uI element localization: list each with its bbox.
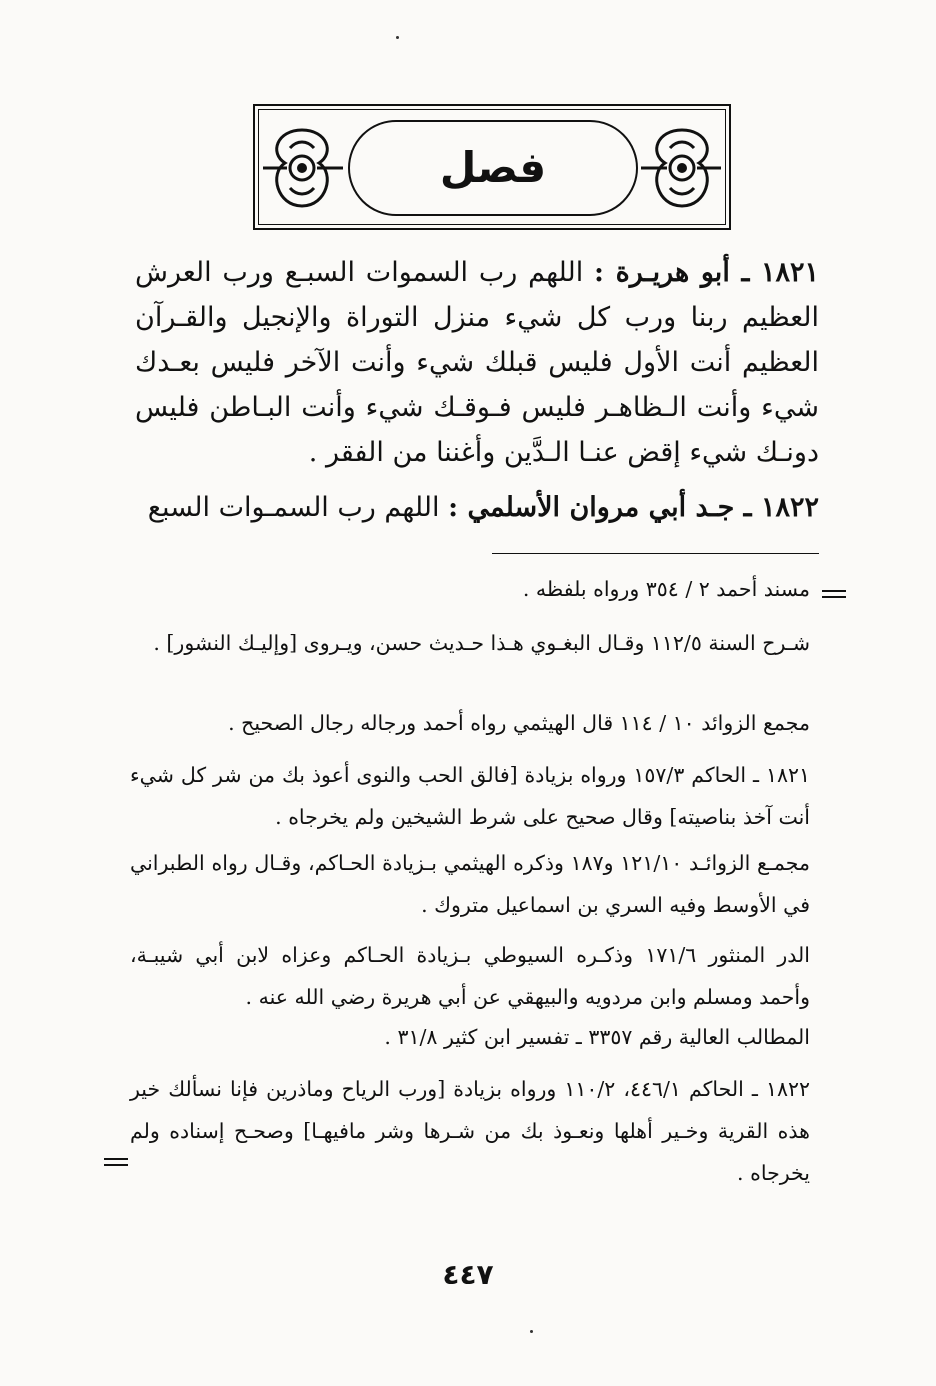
title-oval <box>348 120 638 216</box>
hadith-paragraph <box>135 250 819 475</box>
double-dash-mark <box>104 1158 128 1166</box>
arabesque-ornament-icon <box>637 118 727 218</box>
page-number: ٤٤٧ <box>442 1258 494 1291</box>
hadith-text: اللهم رب السموات السبـع ورب العرش العظيم ربنا ورب كل شيء منزل التوراة والإنجيل والقـرآن العظيم أنت الأول فليس قبلك شيء وأنت الآخر فليس بعـدك شيء وأنت الـظاهـر فليس فـوقـك شيء وأنت البـاطن فليس دونـك شيء إقض عنـا الـدَّين وأغننا من الفقر . <box>135 257 819 468</box>
section-title: فصل <box>439 143 547 192</box>
double-dash-mark <box>822 590 846 598</box>
footnote: مجمـع الزوائـد ١٢١/١٠ و١٨٧ وذكره الهيثمي بـزيادة الحـاكم، وقـال رواه الطبراني في الأوسط وفيه السري بن اسماعيل متروك . <box>130 851 810 917</box>
scan-speck <box>530 1330 533 1333</box>
arabesque-ornament-icon <box>257 118 347 218</box>
footnote: مجمع الزوائد ١٠ / ١١٤ قال الهيثمي رواه أحمد ورجاله رجال الصحيح . <box>228 711 810 735</box>
hadith-1822 <box>135 485 819 530</box>
footnote: الدر المنثور ١٧١/٦ وذكـره السيوطي بـزيادة الحـاكم وعزاه لابن أبي شيبـة، وأحمد ومسلم وابن مردويه والبيهقي عن أبي هريرة رضي الله عنه . <box>130 943 811 1009</box>
footnote: ١٨٢٢ ـ الحاكم ٤٤٦/١، ١١٠/٢ ورواه بزيادة [ورب الرياح وماذرين فإنا نسألك خير هذه القرية وخـير أهلها ونعـوذ بك من شـرها وشر مافيهـا] وصحـح إسناده ولم يخرجاه . <box>130 1077 810 1185</box>
hadith-number-narrator: ١٨٢١ ـ أبو هريـرة : <box>594 257 819 288</box>
footnote: المطالب العالية رقم ٣٣٥٧ ـ تفسير ابن كثير ٣١/٨ . <box>384 1025 810 1049</box>
footnote: شـرح السنة ١١٢/٥ وقـال البغـوي هـذا حـديث حسن، ويـروى [وإليـك النشور] . <box>153 631 810 655</box>
section-title-frame <box>253 104 731 230</box>
hadith-number-narrator: ١٨٢٢ ـ جـد أبي مروان الأسلمي : <box>448 492 819 523</box>
hadith-1821 <box>135 250 819 475</box>
footnote: ١٨٢١ ـ الحاكم ١٥٧/٣ ورواه بزيادة [فالق الحب والنوى أعوذ بك من شر كل شيء أنت آخذ بناصيته] وقال صحيح على شرط الشيخين ولم يخرجاه . <box>130 763 810 829</box>
hadith-text: اللهم رب السمـوات السبع <box>147 492 440 523</box>
hadith-paragraph <box>135 485 819 530</box>
footnote: مسند أحمد ٢ / ٣٥٤ ورواه بلفظه . <box>522 577 810 601</box>
scan-speck <box>396 36 399 39</box>
footnote-separator <box>492 553 819 554</box>
